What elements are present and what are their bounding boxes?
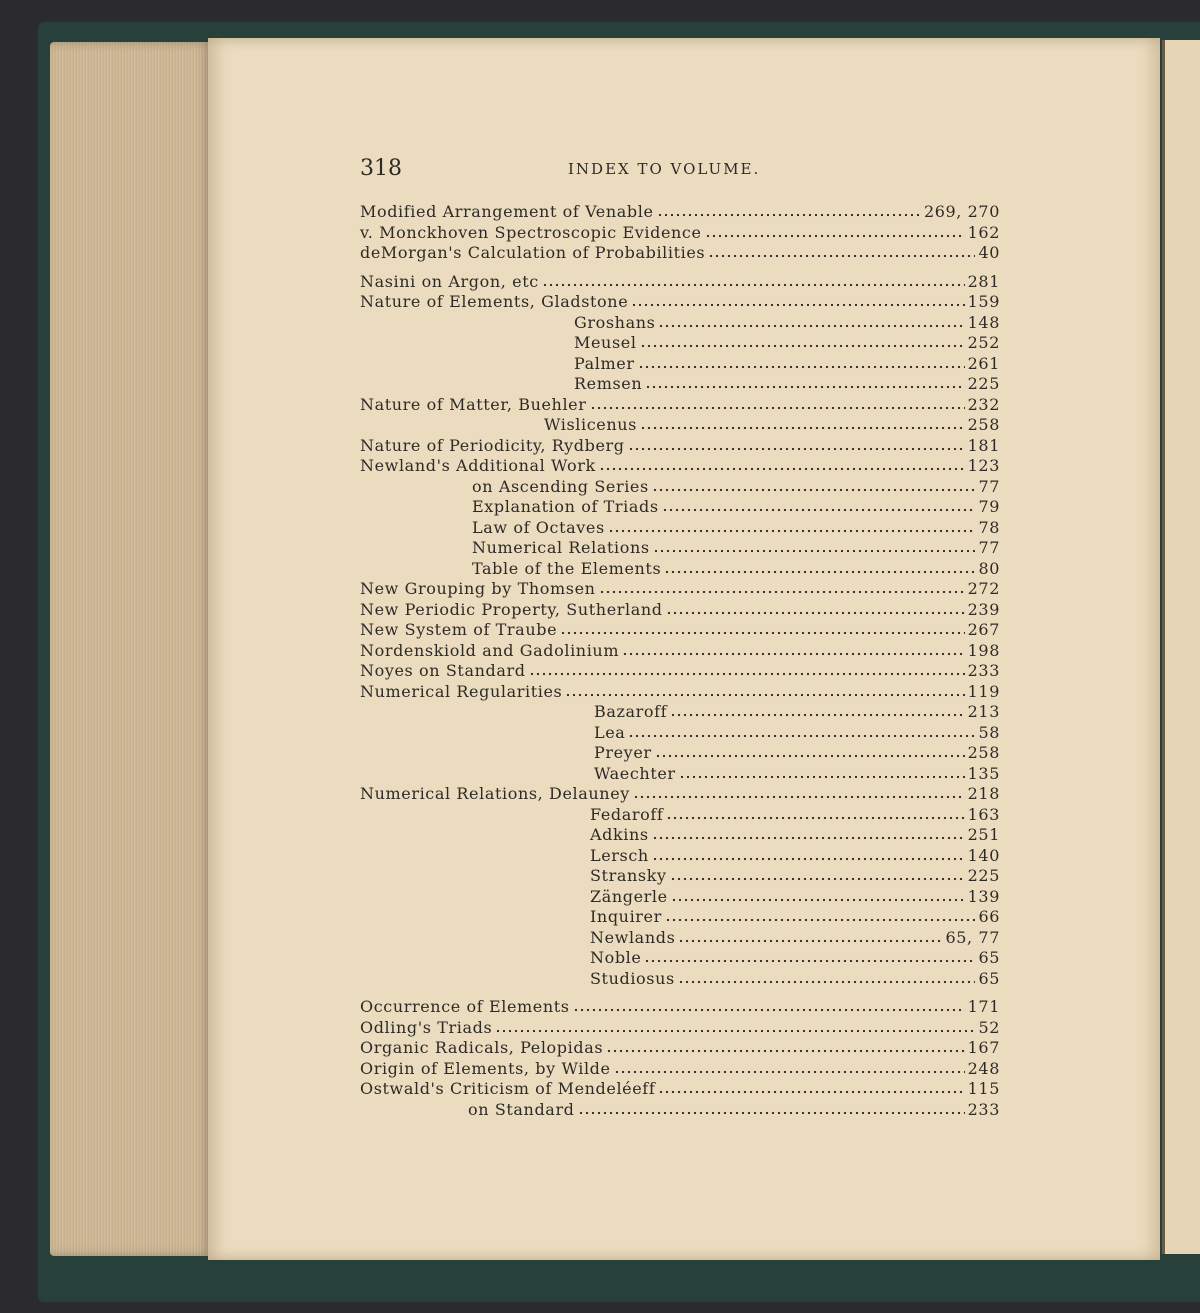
- entry-page-number: 225: [967, 866, 1000, 885]
- entry-page-number: 171: [967, 997, 1000, 1016]
- dot-leader: [644, 959, 975, 963]
- entry-label: v. Monckhoven Spectroscopic Evidence: [360, 222, 702, 242]
- dot-leader: [529, 672, 965, 676]
- dot-leader: [671, 898, 965, 902]
- entry-page-number: 135: [967, 763, 1000, 783]
- dot-leader: [631, 303, 964, 307]
- index-entry: [360, 1018, 1000, 1039]
- dot-leader: [658, 1090, 964, 1094]
- entry-label: Lea: [594, 722, 626, 742]
- dot-leader: [652, 836, 965, 840]
- dot-leader: [658, 324, 964, 328]
- dot-leader: [652, 488, 976, 492]
- entry-page-number: 181: [967, 435, 1000, 455]
- index-entry: [360, 948, 1000, 969]
- index-entry: [360, 907, 1000, 928]
- index-entry: [360, 292, 1000, 313]
- index-entry: [360, 1059, 1000, 1080]
- entry-page-number: 252: [967, 333, 1000, 352]
- index-entry: [360, 354, 1000, 375]
- dot-leader: [665, 918, 976, 922]
- entry-label: Groshans: [574, 312, 656, 332]
- entry-page-number: 213: [967, 702, 1000, 721]
- entry-page-number: 80: [978, 558, 1000, 578]
- entry-label: Adkins: [590, 825, 649, 844]
- entry-page-number: 52: [978, 1017, 1000, 1037]
- page-header: [360, 156, 1000, 186]
- entry-page-number: 159: [967, 292, 1000, 311]
- facing-page-edge: [1162, 40, 1200, 1254]
- index-entry: [360, 538, 1000, 559]
- entry-label: on Ascending Series: [472, 476, 649, 496]
- page-number: 318: [360, 156, 402, 181]
- index-entry: [360, 805, 1000, 826]
- entry-page-number: 40: [978, 243, 1000, 262]
- entry-label: Remsen: [574, 374, 643, 393]
- entry-page-number: 269, 270: [923, 202, 1000, 221]
- index-entry: [360, 969, 1000, 990]
- entry-label: Explanation of Triads: [472, 497, 659, 516]
- dot-leader: [678, 939, 942, 943]
- dot-leader: [679, 775, 965, 779]
- index-entry: [360, 997, 1000, 1018]
- entry-label: Nature of Periodicity, Rydberg: [360, 435, 625, 455]
- entry-page-number: 115: [967, 1079, 1000, 1098]
- entry-label: Noyes on Standard: [360, 661, 526, 680]
- entry-label: Waechter: [594, 763, 676, 783]
- book-page: [208, 38, 1160, 1260]
- entry-page-number: 225: [967, 374, 1000, 393]
- dot-leader: [666, 611, 965, 615]
- entry-label: Nasini on Argon, etc: [360, 271, 539, 291]
- entry-label: Lersch: [590, 845, 649, 865]
- dot-leader: [599, 467, 965, 471]
- entry-page-number: 239: [967, 599, 1000, 619]
- entry-page-number: 251: [967, 825, 1000, 844]
- dot-leader: [653, 549, 976, 553]
- entry-label: on Standard: [468, 1099, 575, 1119]
- entry-label: Odling's Triads: [360, 1017, 493, 1037]
- index-entry: [360, 1079, 1000, 1100]
- entry-page-number: 58: [978, 722, 1000, 742]
- dot-leader: [708, 254, 975, 258]
- entry-label: Zängerle: [590, 886, 668, 906]
- entry-label: Inquirer: [590, 907, 662, 926]
- entry-page-number: 78: [978, 517, 1000, 537]
- entry-label: Studiosus: [590, 968, 675, 988]
- dot-leader: [645, 385, 964, 389]
- entry-label: New Periodic Property, Sutherland: [360, 599, 663, 619]
- entry-label: Nature of Matter, Buehler: [360, 394, 587, 414]
- index-entry: [360, 620, 1000, 641]
- entry-page-number: 267: [967, 620, 1000, 639]
- entry-page-number: 123: [967, 456, 1000, 475]
- entry-page-number: 66: [978, 907, 1000, 926]
- index-entry: [360, 702, 1000, 723]
- entry-label: Bazaroff: [594, 702, 668, 721]
- index-entry: [360, 1038, 1000, 1059]
- entry-page-number: 233: [967, 1099, 1000, 1119]
- entry-label: Newlands: [590, 927, 676, 947]
- index-entry: [360, 846, 1000, 867]
- entry-label: Table of the Elements: [472, 558, 662, 578]
- entry-label: Origin of Elements, by Wilde: [360, 1058, 611, 1078]
- index-entry: [360, 723, 1000, 744]
- entry-page-number: 119: [967, 681, 1000, 701]
- index-entry: [360, 1100, 1000, 1121]
- index-entry: [360, 641, 1000, 662]
- entry-label: Wislicenus: [544, 415, 637, 434]
- entry-page-number: 258: [967, 743, 1000, 762]
- entry-label: Nature of Elements, Gladstone: [360, 292, 629, 311]
- entry-page-number: 139: [967, 886, 1000, 906]
- dot-leader: [606, 1049, 965, 1053]
- dot-leader: [638, 365, 965, 369]
- dot-leader: [705, 234, 965, 238]
- dot-leader: [590, 406, 965, 410]
- dot-leader: [599, 590, 965, 594]
- index-entry: [360, 682, 1000, 703]
- entry-page-number: 218: [967, 784, 1000, 803]
- entry-label: New Grouping by Thomsen: [360, 579, 596, 598]
- entry-label: Organic Radicals, Pelopidas: [360, 1038, 604, 1057]
- dot-leader: [662, 508, 976, 512]
- index-entry: [360, 518, 1000, 539]
- index-entry: [360, 825, 1000, 846]
- dot-leader: [573, 1008, 965, 1012]
- index-entry: [360, 223, 1000, 244]
- index-entry: [360, 333, 1000, 354]
- entry-label: Numerical Relations, Delauney: [360, 784, 630, 803]
- entry-label: Stransky: [590, 866, 667, 885]
- entry-page-number: 248: [967, 1058, 1000, 1078]
- dot-leader: [670, 877, 965, 881]
- entry-label: Ostwald's Criticism of Mendeléeff: [360, 1079, 656, 1098]
- entry-label: deMorgan's Calculation of Probabilities: [360, 243, 706, 262]
- dot-leader: [640, 344, 965, 348]
- index-entry: [360, 743, 1000, 764]
- dot-leader: [628, 447, 965, 451]
- entry-page-number: 140: [967, 845, 1000, 865]
- entry-label: Law of Octaves: [472, 517, 605, 537]
- index-entry: [360, 661, 1000, 682]
- entry-page-number: 77: [978, 476, 1000, 496]
- dot-leader: [565, 693, 964, 697]
- entry-label: Noble: [590, 948, 642, 967]
- entry-page-number: 65, 77: [945, 927, 1000, 947]
- index-entry: [360, 600, 1000, 621]
- dot-leader: [542, 283, 965, 287]
- index-entry: [360, 436, 1000, 457]
- entry-label: Numerical Relations: [472, 538, 650, 557]
- index-entry: [360, 313, 1000, 334]
- entry-label: Meusel: [574, 333, 637, 352]
- running-head: INDEX TO VOLUME.: [568, 160, 761, 178]
- index-entry: [360, 395, 1000, 416]
- dot-leader: [560, 631, 965, 635]
- index-entry: [360, 477, 1000, 498]
- dot-leader: [670, 713, 964, 717]
- index-entry: [360, 272, 1000, 293]
- dot-leader: [614, 1070, 965, 1074]
- dot-leader: [608, 529, 976, 533]
- index-entry: [360, 784, 1000, 805]
- dot-leader: [657, 213, 921, 217]
- index-entry: [360, 374, 1000, 395]
- entry-page-number: 65: [978, 968, 1000, 988]
- index-entry: [360, 579, 1000, 600]
- index-entry: [360, 202, 1000, 223]
- dot-leader: [578, 1111, 965, 1115]
- dot-leader: [640, 426, 965, 430]
- entry-label: Newland's Additional Work: [360, 456, 596, 475]
- entry-label: Preyer: [594, 743, 652, 762]
- dot-leader: [655, 754, 965, 758]
- index-entry: [360, 928, 1000, 949]
- index-entries: [360, 202, 1000, 1120]
- entry-page-number: 272: [967, 579, 1000, 598]
- index-entry: [360, 559, 1000, 580]
- index-entry: [360, 243, 1000, 264]
- index-entry: [360, 497, 1000, 518]
- dot-leader: [652, 857, 965, 861]
- entry-page-number: 77: [978, 538, 1000, 557]
- index-entry: [360, 456, 1000, 477]
- entry-label: Nordenskiold and Gadolinium: [360, 640, 620, 660]
- index-entry: [360, 866, 1000, 887]
- entry-page-number: 261: [967, 353, 1000, 373]
- entry-label: Numerical Regularities: [360, 681, 563, 701]
- dot-leader: [678, 980, 976, 984]
- entry-page-number: 148: [967, 312, 1000, 332]
- index-entry: [360, 415, 1000, 436]
- entry-label: Modified Arrangement of Venable: [360, 202, 654, 221]
- index-entry: [360, 764, 1000, 785]
- index-entry: [360, 887, 1000, 908]
- entry-page-number: 79: [978, 497, 1000, 516]
- entry-page-number: 65: [978, 948, 1000, 967]
- dot-leader: [622, 652, 965, 656]
- entry-label: New System of Traube: [360, 620, 558, 639]
- entry-page-number: 167: [967, 1038, 1000, 1057]
- entry-label: Palmer: [574, 353, 635, 373]
- entry-label: Fedaroff: [590, 804, 664, 824]
- entry-page-number: 162: [967, 222, 1000, 242]
- entry-page-number: 232: [967, 394, 1000, 414]
- dot-leader: [628, 734, 975, 738]
- page-edges: [50, 42, 212, 1256]
- entry-page-number: 258: [967, 415, 1000, 434]
- dot-leader: [495, 1029, 975, 1033]
- dot-leader: [633, 795, 965, 799]
- entry-page-number: 198: [967, 640, 1000, 660]
- entry-page-number: 163: [967, 804, 1000, 824]
- dot-leader: [666, 816, 964, 820]
- dot-leader: [664, 570, 975, 574]
- entry-page-number: 233: [967, 661, 1000, 680]
- entry-page-number: 281: [967, 271, 1000, 291]
- entry-label: Occurrence of Elements: [360, 997, 570, 1016]
